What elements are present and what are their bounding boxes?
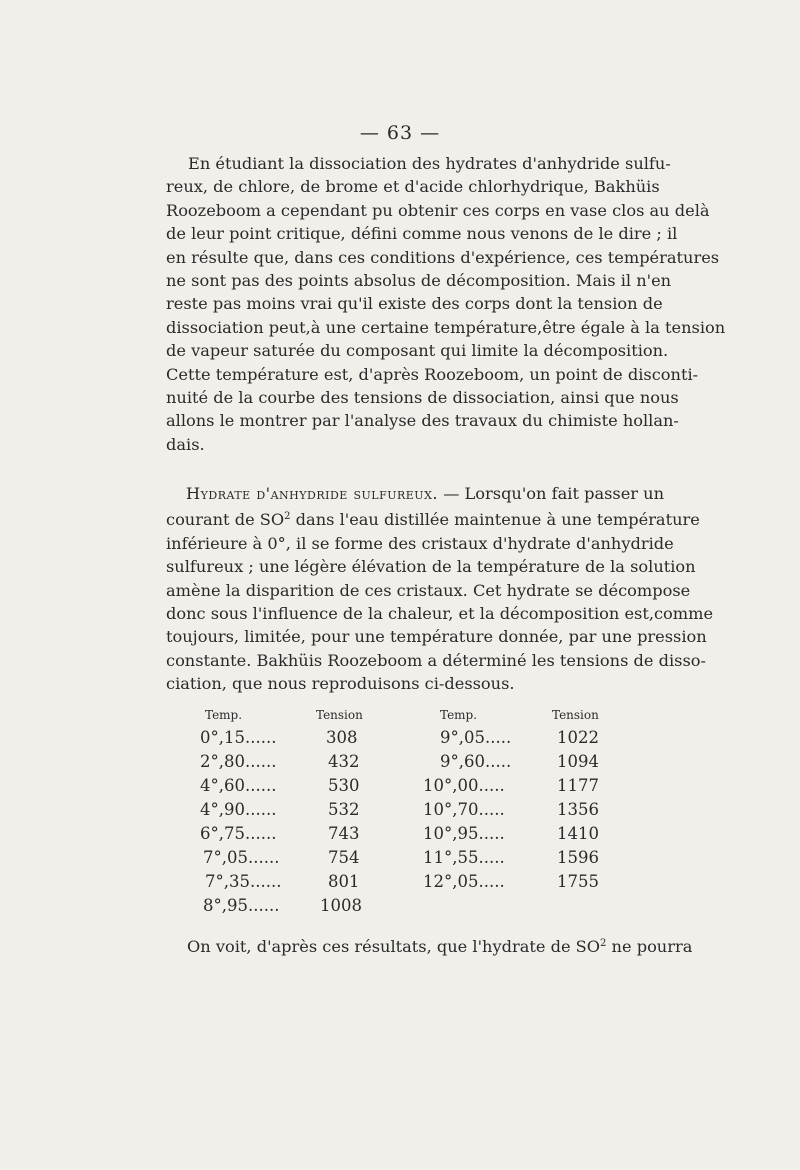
table-cell-tension: 1022 bbox=[557, 728, 599, 747]
section-heading: Hydrate d'anhydride sulfureux. bbox=[186, 484, 439, 503]
page-number: — 63 — bbox=[359, 122, 441, 144]
table-cell-temp: 12°,05..... bbox=[423, 872, 505, 891]
table-cell-tension: 1755 bbox=[557, 872, 599, 891]
table-cell-tension: 743 bbox=[328, 824, 360, 843]
text-line: dais. bbox=[166, 434, 205, 454]
text-fragment: On voit, d'après ces résultats, que l'hydrate de SO bbox=[187, 937, 601, 956]
table-cell-tension: 754 bbox=[328, 848, 360, 867]
header-temp-left: Temp. bbox=[205, 708, 243, 722]
text-line bbox=[166, 505, 700, 531]
table-cell-tension: 432 bbox=[328, 752, 360, 771]
subscript-2: 2 bbox=[284, 511, 291, 523]
text-line: de vapeur saturée du composant qui limite la décomposition. bbox=[166, 341, 669, 361]
header-tension-right: Tension bbox=[552, 708, 599, 722]
closing-line bbox=[187, 932, 693, 958]
text-line: constante. Bakhüis Roozeboom a déterminé les tensions de disso- bbox=[166, 650, 706, 670]
table-cell-tension: 532 bbox=[328, 800, 360, 819]
text-line: dissociation peut,à une certaine température,être égale à la tension bbox=[166, 317, 726, 337]
text-line: donc sous l'influence de la chaleur, et la décomposition est,comme bbox=[166, 604, 714, 624]
table-cell-tension: 1596 bbox=[557, 848, 599, 867]
subscript-2: 2 bbox=[600, 938, 607, 949]
table-cell-temp: 8°,95...... bbox=[203, 896, 280, 915]
table-cell-temp: 7°,35...... bbox=[205, 872, 282, 891]
text-line: inférieure à 0°, il se forme des cristaux d'hydrate d'anhydride bbox=[166, 533, 674, 553]
table-cell-tension: 1410 bbox=[557, 824, 599, 843]
text-line: reste pas moins vrai qu'il existe des corps dont la tension de bbox=[166, 294, 663, 314]
header-tension-left: Tension bbox=[316, 708, 363, 722]
text-fragment: ne pourra bbox=[606, 937, 693, 956]
table-cell-temp: 6°,75...... bbox=[200, 824, 277, 843]
table-cell-temp: 4°,60...... bbox=[200, 776, 277, 795]
text-line: ne sont pas des points absolus de décomposition. Mais il n'en bbox=[166, 271, 672, 291]
table-cell-tension: 1356 bbox=[557, 800, 599, 819]
text-line: nuité de la courbe des tensions de dissociation, ainsi que nous bbox=[166, 388, 679, 408]
table-cell-tension: 1008 bbox=[320, 896, 362, 915]
table-cell-temp: 10°,00..... bbox=[423, 776, 505, 795]
text-fragment: dans l'eau distillée maintenue à une température bbox=[290, 510, 700, 530]
text-line: En étudiant la dissociation des hydrates d'anhydride sulfu- bbox=[188, 154, 671, 173]
tension-table bbox=[0, 708, 800, 923]
text-line bbox=[166, 482, 665, 505]
table-cell-tension: 1177 bbox=[557, 776, 599, 795]
text-line: Roozeboom a cependant pu obtenir ces corps en vase clos au delà bbox=[166, 200, 710, 220]
table-cell-temp: 7°,05...... bbox=[203, 848, 280, 867]
table-cell-temp: 4°,90...... bbox=[200, 800, 277, 819]
text-line: allons le montrer par l'analyse des travaux du chimiste hollan- bbox=[166, 411, 679, 431]
table-cell-temp: 10°,95..... bbox=[423, 824, 505, 843]
text-line: en résulte que, dans ces conditions d'expérience, ces températures bbox=[166, 247, 720, 267]
text-line: toujours, limitée, pour une température donnée, par une pression bbox=[166, 627, 707, 647]
heading-continuation: — Lorsqu'on fait passer un bbox=[438, 484, 665, 503]
paragraph-hydrate bbox=[166, 482, 714, 696]
text-line: ciation, que nous reproduisons ci-dessous. bbox=[166, 674, 515, 694]
table-cell-tension: 801 bbox=[328, 872, 360, 891]
text-fragment: courant de SO bbox=[166, 510, 285, 530]
table-cell-temp: 9°,05..... bbox=[440, 728, 512, 747]
text-line: Cette température est, d'après Roozeboom, un point de disconti- bbox=[166, 364, 699, 384]
paragraph-dissociation bbox=[166, 152, 726, 456]
text-line: de leur point critique, défini comme nous venons de le dire ; il bbox=[166, 224, 678, 244]
table-cell-temp: 10°,70..... bbox=[423, 800, 505, 819]
table-cell-temp: 2°,80...... bbox=[200, 752, 277, 771]
table-cell-tension: 308 bbox=[326, 728, 358, 747]
table-cell-temp: 0°,15...... bbox=[200, 728, 277, 747]
text-line: amène la disparition de ces cristaux. Cet hydrate se décompose bbox=[166, 580, 691, 600]
text-line: reux, de chlore, de brome et d'acide chlorhydrique, Bakhüis bbox=[166, 177, 660, 197]
table-cell-tension: 1094 bbox=[557, 752, 599, 771]
table-cell-tension: 530 bbox=[328, 776, 360, 795]
table-cell-temp: 9°,60..... bbox=[440, 752, 512, 771]
table-cell-temp: 11°,55..... bbox=[423, 848, 505, 867]
text-line: sulfureux ; une légère élévation de la température de la solution bbox=[166, 557, 696, 577]
header-temp-right: Temp. bbox=[440, 708, 478, 722]
